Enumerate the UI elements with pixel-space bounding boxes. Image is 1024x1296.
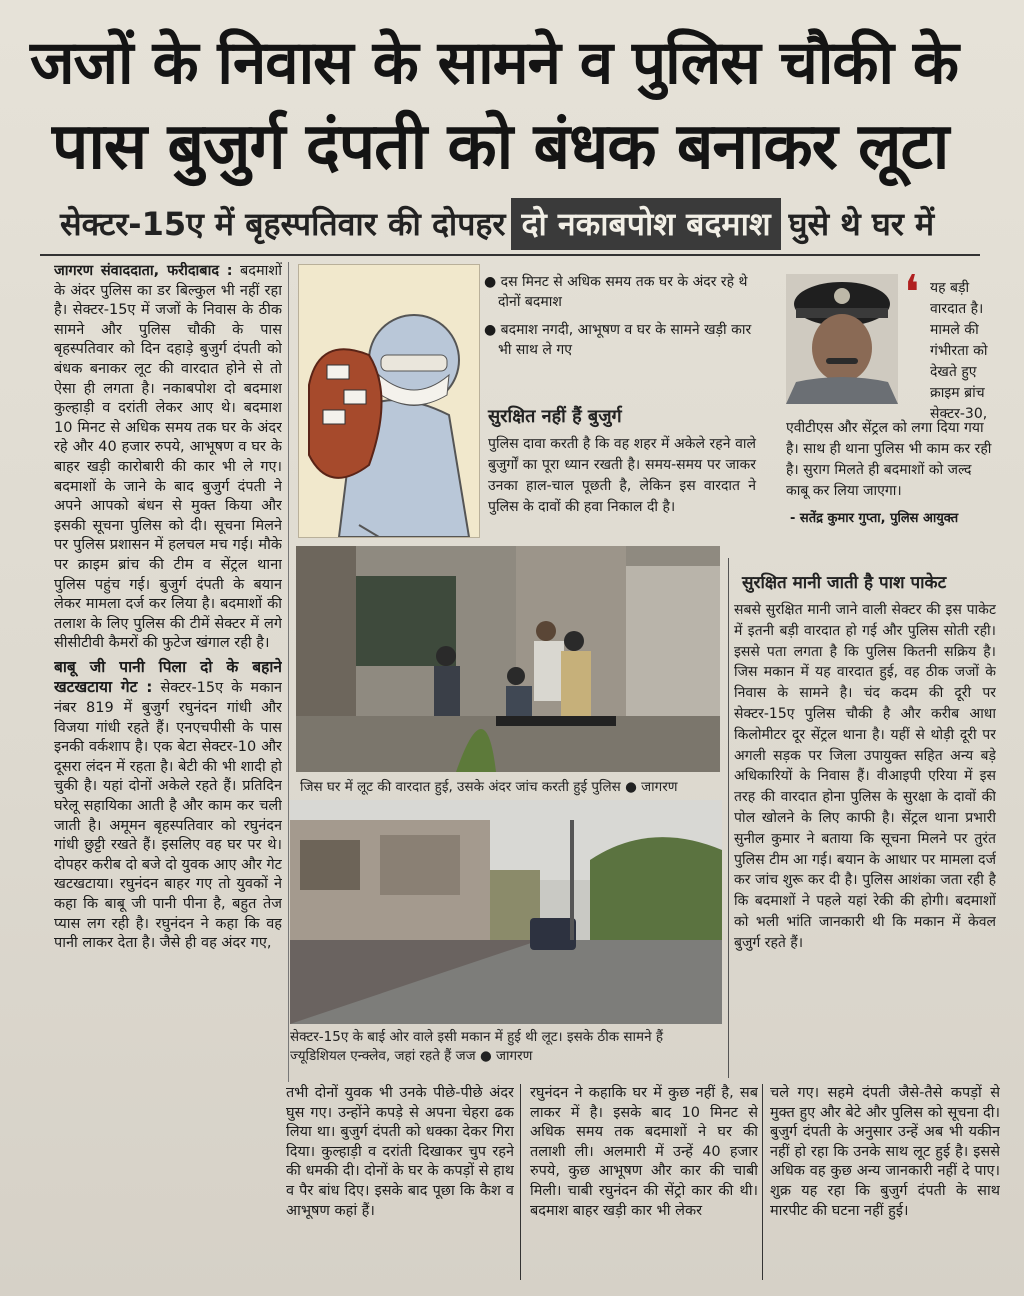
- deck-text-end: घुसे थे घर में: [788, 205, 935, 243]
- posh-box-title: सुरक्षित मानी जाती है पाश पाकेट: [742, 573, 947, 593]
- quote-mark: ❛: [904, 265, 920, 321]
- story-subhead: बाबू जी पानी पिला दो के बहाने खटखटाया गेट :: [54, 657, 282, 697]
- street-photo: [290, 800, 722, 1024]
- quote-attribution: - सतेंद्र कुमार गुप्ता, पुलिस आयुक्त: [790, 511, 959, 526]
- commissioner-photo: [786, 274, 898, 404]
- deck-text: सेक्टर-15ए में बृहस्पतिवार की दोपहर: [60, 205, 506, 243]
- safe-box-title: सुरक्षित नहीं हैं बुजुर्ग: [488, 406, 622, 427]
- column-divider: [762, 1084, 763, 1280]
- highlight-item: ● बदमाश नगदी, आभूषण व घर के सामने खड़ी कार भी साथ ले गए: [484, 322, 752, 358]
- photo2-caption: सेक्टर-15ए के बाई ओर वाले इसी मकान में हुई थी लूट। इसके ठीक सामने हैं ज्यूडिशियल एन्क्लेव, जहां रहते हैं जज ● जागरण: [290, 1029, 664, 1064]
- street-scene-photo-icon: [290, 800, 722, 1024]
- highlight-item: ● दस मिनट से अधिक समय तक घर के अंदर रहे थे दोनों बदमाश: [484, 274, 748, 310]
- deck: [60, 198, 960, 250]
- bottom-column-3: चले गए। सहमे दंपती जैसे-तैसे कपड़ों से मुक्त हुए और बेटे और पुलिस को सूचना दी। बुजुर्ग दंपती के अनुसार उन्हें अब भी यकीन नहीं हो रहा कि उनके साथ लूट हुई है। इससे अधिक वह कुछ अन्य जानकारी नहीं दे पाए। शुक्र यह रहा कि बुजुर्ग दंपती के साथ मारपीट की घटना नहीं हुई।: [770, 1085, 1000, 1219]
- divider: [40, 254, 980, 256]
- column-divider: [520, 1084, 521, 1280]
- story-paragraph: बदमाशों के अंदर पुलिस का डर बिल्कुल भी नहीं रहा है। सेक्टर-15ए में जजों के निवास के ठीक सामने और पुलिस चौकी के पास बृहस्पतिवार को दिन दहाड़े बुजुर्ग दंपती को बंधक बनाकर लूट की वारदात होने से तो ऐसा ही लगता है। नकाबपोश दो बदमाश कुल्हाड़ी व दरांती लेकर आए थे। बदमाश 10 मिनट से अधिक समय तक घर के अंदर रहे और 40 हजार रुपये, आभूषण व घर के बाहर खड़ी कारोबारी की कार भी ले गए। बदमाशों के जाने के बाद बुजुर्ग दंपती ने अपने आपको बंधन से मुक्त किया और इसकी सूचना पुलिस को दी। सूचना मिलने पर पुलिस प्रशासन में हलचल मच गई। मौके पर क्राइम ब्रांच की टीम व सेंट्रल थाना पुलिस पहुंच गई। बुजुर्ग दंपती के बयान लेकर मामला दर्ज कर लिया है। बदमाशों की तलाश के लिए पुलिस की टीमें सेक्टर में लगे सीसीटीवी कैमरों की फुटेज खंगाल रही है।: [54, 263, 282, 652]
- masked-robber-icon: [299, 265, 479, 537]
- police-inspection-photo: [296, 546, 720, 772]
- column-divider: [288, 262, 289, 1082]
- safe-box-text: पुलिस दावा करती है कि वह शहर में अकेले रहने वाले बुजुर्गों का पूरा ध्यान रखती है। समय-समय पर जाकर उनका हाल-चाल पूछती है, लेकिन इस वारदात ने पुलिस के दावों की हवा निकाल दी है।: [488, 436, 756, 515]
- posh-box-text: सबसे सुरक्षित मानी जाने वाली सेक्टर की इस पाकेट में इतनी बड़ी वारदात हो गई और पुलिस सोती रही। इससे पता लगता है कि पुलिस कितनी सक्रिय है। जिस मकान में यह वारदात हुई, वह ठीक जजों के निवास के सामने है। चंद कदम की दूरी पर सेक्टर-15ए पुलिस चौकी है और करीब आधा किलोमीटर दूर सेंट्रल थाना है। यहीं से थोड़ी दूरी पर अगली सड़क पर जिला उपायुक्त सहित अन्य बड़े अधिकारियों के निवास हैं। वीआइपी एरिया में इस तरह की वारदात होना पुलिस के सुरक्षा के दावों की पोल खोलने के लिए काफी है। सेंट्रल थाना प्रभारी सुनील कुमार ने बताया कि सूचना मिलने पर तुरंत पुलिस टीम आ गई। बयान के आधार पर मामला दर्ज कर जांच शुरू कर दी है। पुलिस आशंका जता रही है कि बदमाशों ने पहले यहां रेकी की होगी। बदमाशों को भली भांति जानकारी थी कि मकान में केवल बुजुर्ग रहते हैं।: [734, 602, 996, 951]
- photo1-caption: जिस घर में लूट की वारदात हुई, उसके अंदर जांच करती हुई पुलिस ● जागरण: [300, 779, 678, 795]
- bottom-column-1: तभी दोनों युवक भी उनके पीछे-पीछे अंदर घुस गए। उन्होंने कपड़े से अपना चेहरा ढक लिया था। बुजुर्ग दंपती को धक्का देकर गिरा दिया। कुल्हाड़ी व दरांती दिखाकर चुप रहने की धमकी दी। दोनों के घर के कपड़ों से हाथ व पैर बांध दिए। इसके बाद पूछा कि कैश व आभूषण कहां हैं।: [286, 1085, 514, 1219]
- highlights-list: [484, 272, 754, 368]
- story-sub-paragraph: सेक्टर-15ए के मकान नंबर 819 में बुजुर्ग रघुनंदन गांधी और विजया गांधी रहते हैं। एनएचपीसी के पास इनकी वर्कशाप है। एक बेटा सेक्टर-10 और दूसरा लंदन में रहता है। बेटी की भी शादी हो चुकी है। यहां दोनों अकेले रहते हैं। प्रतिदिन घरेलू सहायिका आती है और काम कर चली जाती है। अमूमन बृहस्पतिवार को रघुनंदन गांधी छुट्टी रखते हैं। इसलिए वह घर पर थे। दोपहर करीब दो बजे दो युवक आए और गेट खटखटाया। रघुनंदन बाहर गए तो युवकों ने कहा कि बाबू जी पानी पीना है, बहुत तेज प्यास लग रही है। रघुनंदन ने कहा कि वह पानी लाकर देता है। जैसे ही वह अंदर गए,: [54, 680, 282, 952]
- headline-line-2: पास बुजुर्ग दंपती को बंधक बनाकर लूटा: [52, 110, 949, 184]
- main-story-column: [54, 262, 282, 1098]
- headline-line-1: जजों के निवास के सामने व पुलिस चौकी के: [30, 28, 958, 98]
- bottom-column-2: रघुनंदन ने कहाकि घर में कुछ नहीं है, सब लाकर में है। इसके बाद 10 मिनट से अधिक समय तक बदमाशों ने घर की तलाशी ली। अलमारी में उन्हें 40 हजार रुपये, कुछ आभूषण और कार की चाबी मिली। चाबी रघुनंदन की सेंट्रो कार की थी। बदमाश बाहर खड़ी कार भी लेकर: [530, 1085, 758, 1219]
- quote-text-top: यह बड़ी वारदात है। मामले की गंभीरता को देखते हुए क्राइम ब्रांच सेक्टर-30,: [930, 280, 988, 422]
- house-interior-photo-icon: [296, 546, 720, 772]
- byline: जागरण संवाददाता, फरीदाबाद :: [54, 263, 233, 279]
- quote-text-bottom: एवीटीएस और सेंट्रल को लगा दिया गया है। साथ ही थाना पुलिस भी काम कर रही है। सुराग मिलते ही बदमाशों को जल्द काबू कर लिया जाएगा।: [786, 420, 992, 499]
- commissioner-portrait-icon: [786, 274, 898, 404]
- deck-highlight: दो नकाबपोश बदमाश: [511, 198, 780, 250]
- robber-illustration: [298, 264, 480, 538]
